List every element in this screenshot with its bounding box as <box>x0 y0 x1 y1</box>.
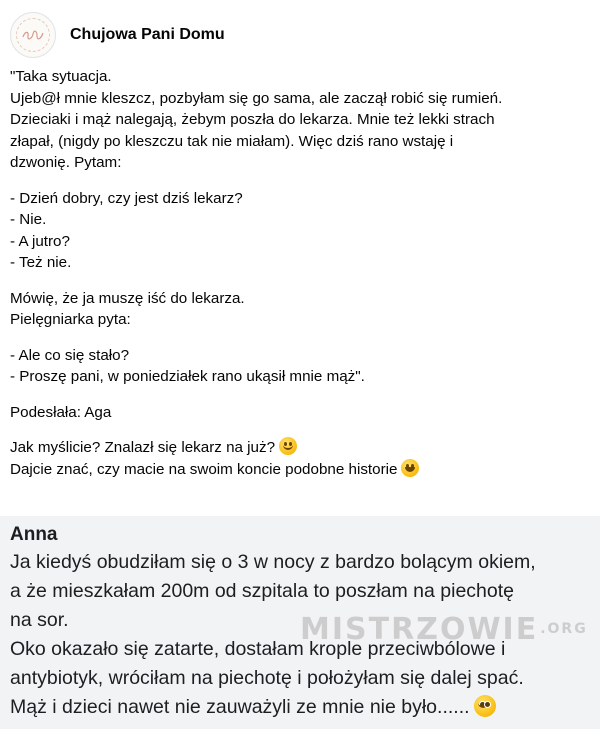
post-header <box>10 11 225 59</box>
avatar-logo <box>16 18 50 52</box>
post-line: złapał, (nigdy po kleszczu tak nie miałam). Więc dziś rano wstaję i <box>10 132 454 150</box>
watermark-suffix: .ORG <box>540 621 588 637</box>
comment-line: Oko okazało się zatarte, dostałam krople przeciwbólowe i <box>10 638 506 660</box>
slightly-smiling-face-icon <box>279 437 297 455</box>
dialog-line: - Proszę pani, w poniedziałek rano ukąsił mnie mąż". <box>10 368 365 385</box>
dialog-line: - Nie. <box>10 211 47 228</box>
watermark <box>300 612 588 647</box>
grinning-face-icon <box>401 459 419 477</box>
question-text: Dajcie znać, czy macie na swoim koncie podobne historie <box>10 460 398 478</box>
pleading-face-icon <box>474 695 496 717</box>
comment-author: Anna <box>10 524 58 545</box>
dialog-line: - A jutro? <box>10 232 70 250</box>
dialog-line: - Dzień dobry, czy jest dziś lekarz? <box>10 189 243 207</box>
comment-line <box>10 693 595 722</box>
comment-line: a że mieszkałam 200m od szpitala to poszłam na piechotę <box>10 580 515 602</box>
post-line: dzwonię. Pytam: <box>10 154 122 171</box>
page-avatar[interactable] <box>10 12 56 58</box>
post-line: "Taka sytuacja. <box>10 68 112 85</box>
dialog-line: - Też nie. <box>10 254 72 271</box>
comment-line: Ja kiedyś obudziłam się o 3 w nocy z bardzo bolącym okiem, <box>10 551 536 573</box>
question-line <box>10 459 595 481</box>
post-line: Ujeb@ł mnie kleszcz, pozbyłam się go sama, ale zaczął robić się rumień. <box>10 89 503 107</box>
comment-line: na sor. <box>10 609 69 631</box>
dialog-line: - Ale co się stało? <box>10 346 130 364</box>
post-line: Dzieciaki i mąż nalegają, żebym poszła do lekarza. Mnie też lekki strach <box>10 111 495 128</box>
watermark-text: MISTRZOWIE <box>300 612 539 647</box>
sender-line: Podesłała: Aga <box>10 403 112 421</box>
post-body <box>10 66 595 480</box>
post-line: Mówię, że ja muszę iść do lekarza. <box>10 289 245 307</box>
page-name-link[interactable]: Chujowa Pani Domu <box>70 26 225 43</box>
comment-line: antybiotyk, wróciłam na piechotę i położyłam się dalej spać. <box>10 667 524 689</box>
post-line: Pielęgniarka pyta: <box>10 311 131 328</box>
question-text: Jak myślicie? Znalazł się lekarz na już? <box>10 439 276 456</box>
comment-text: Mąż i dzieci nawet nie zauważyli ze mnie nie było...... <box>10 696 470 718</box>
question-line <box>10 437 595 459</box>
avatar-logo-script-icon <box>21 29 45 41</box>
